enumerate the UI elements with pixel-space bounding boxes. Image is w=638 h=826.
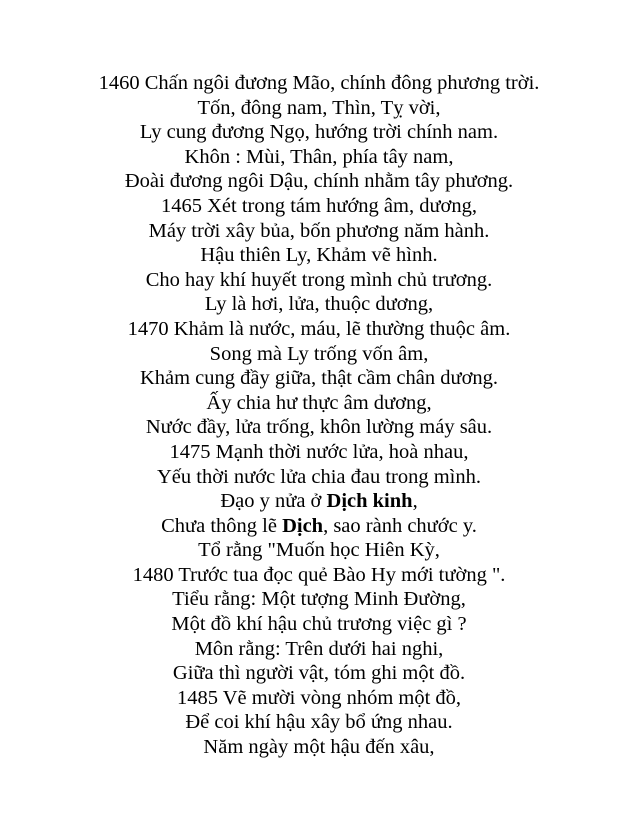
poem-line: Năm ngày một hậu đến xâu, (203, 736, 435, 759)
poem-line-text: , (412, 490, 418, 513)
poem-line: Nước đầy, lửa trống, khôn lường máy sâu. (145, 416, 493, 439)
poem-line: Ly cung đương Ngọ, hướng trời chính nam. (139, 121, 499, 144)
poem-line-text: Đạo y nửa ở (220, 490, 327, 513)
poem-line: 1465 Xét trong tám hướng âm, dương, (160, 194, 478, 217)
poem-line: 1475 Mạnh thời nước lửa, hoà nhau, (169, 440, 469, 463)
poem-line: Máy trời xây bủa, bốn phương năm hành. (148, 219, 490, 242)
poem-line: 1480 Trước tua đọc quẻ Bào Hy mới tường ". (132, 563, 506, 586)
poem-line: Tổ rằng "Muốn học Hiên Kỳ, (198, 539, 440, 562)
poem-line: Ly là hơi, lửa, thuộc dương, (204, 293, 434, 316)
poem-line: Ấy chia hư thực âm dương, (206, 391, 432, 414)
poem-line: Môn rằng: Trên dưới hai nghi, (194, 637, 444, 660)
poem-line: Tốn, đông nam, Thìn, Tỵ vời, (197, 96, 441, 119)
poem-text (0, 71, 638, 760)
poem-line: Để coi khí hậu xây bổ ứng nhau. (185, 711, 453, 734)
poem-line (0, 489, 638, 514)
poem-line-bold-text: Dịch (282, 514, 324, 537)
poem-line: Giữa thì người vật, tóm ghi một đồ. (172, 662, 466, 685)
poem-line (0, 514, 638, 539)
poem-line: Song mà Ly trống vốn âm, (209, 342, 429, 365)
poem-line: Yếu thời nước lửa chia đau trong mình. (157, 465, 481, 488)
poem-line: 1460 Chấn ngôi đương Mão, chính đông phương trời. (98, 72, 540, 94)
poem-line-text: Chưa thông lẽ (161, 514, 283, 537)
poem-line: Tiểu rằng: Một tượng Minh Đường, (172, 588, 466, 611)
poem-line: Khảm cung đầy giữa, thật cầm chân dương. (139, 367, 499, 390)
poem-line: Khôn : Mùi, Thân, phía tây nam, (184, 145, 454, 168)
poem-line: Hậu thiên Ly, Khảm vẽ hình. (200, 244, 438, 267)
poem-line: Đoài đương ngôi Dậu, chính nhằm tây phương. (124, 170, 514, 193)
poem-line: Cho hay khí huyết trong mình chủ trương. (145, 268, 493, 291)
poem-line-text: , sao rành chước y. (323, 514, 477, 537)
poem-line: Một đồ khí hậu chủ trương việc gì ? (171, 613, 467, 636)
poem-line-bold-text: Dịch kinh (326, 490, 413, 513)
poem-line: 1485 Vẽ mười vòng nhóm một đồ, (176, 686, 462, 709)
poem-line: 1470 Khảm là nước, máu, lẽ thường thuộc âm. (127, 317, 511, 340)
